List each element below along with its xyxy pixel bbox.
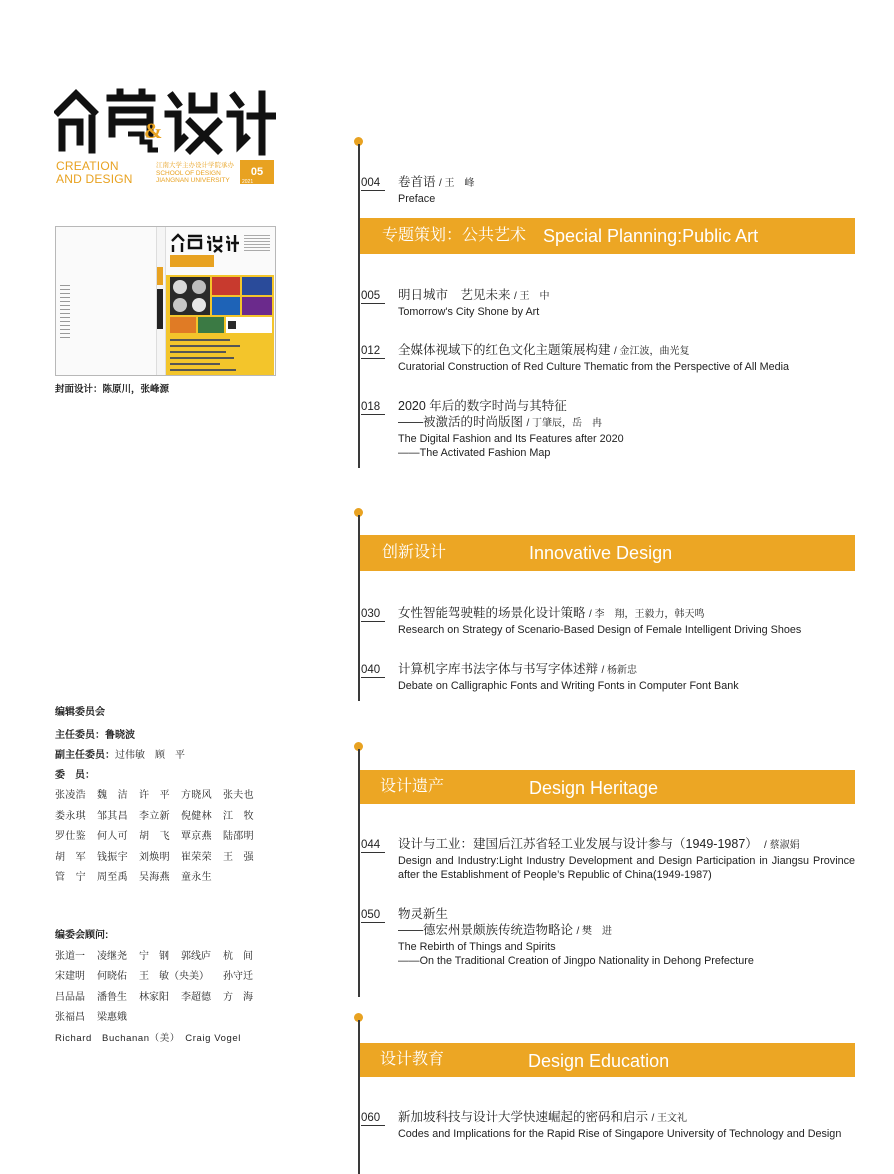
- issue-year: 2021: [242, 179, 254, 185]
- logo-school-text: [156, 162, 240, 185]
- logo-school-en-1: SCHOOL OF DESIGN: [156, 169, 221, 177]
- section-title-cn: 设计遗产: [380, 778, 445, 795]
- toc-author: / 王文礼: [651, 1113, 688, 1124]
- member-name: 钱振宇: [97, 851, 128, 863]
- section-band-design-education: [360, 1043, 855, 1077]
- logo-school-cn: 江南大学主办设计学院承办: [156, 162, 234, 169]
- member-name: 陆邵明: [223, 831, 254, 842]
- section-title-en: Design Education: [528, 1051, 670, 1071]
- member-name: 王 强: [223, 851, 254, 863]
- toc-page-number: 018: [361, 400, 385, 415]
- svg-text:&: &: [144, 118, 163, 143]
- toc-title-cn: 设计与工业：建国后江苏省轻工业发展与设计参与（1949-1987）: [398, 837, 752, 851]
- toc-title-cn: 新加坡科技与设计大学快速崛起的密码和启示: [398, 1110, 649, 1124]
- advisor-name: 凌继尧: [97, 950, 127, 962]
- logo-english-text: [56, 160, 156, 186]
- director-label: 主任委员：: [55, 730, 105, 741]
- committee-heading: 编辑委员会: [55, 707, 105, 718]
- toc-title-en: Tomorrow's City Shone by Art: [398, 306, 540, 318]
- cover-thumbnail: [55, 226, 276, 376]
- toc-title-cn: 明日城市 艺见未来: [398, 288, 511, 302]
- toc-page-number: 012: [361, 344, 385, 359]
- advisor-name: 杭 间: [223, 950, 253, 962]
- toc-title-cn: 计算机字库书法字体与书写字体述辩: [398, 662, 599, 676]
- toc-title-cn: 卷首语: [398, 175, 436, 189]
- toc-title-en-sub: ——The Activated Fashion Map: [398, 447, 551, 459]
- section-title-en: Innovative Design: [529, 543, 673, 563]
- cover-mini-logo-icon: [170, 233, 240, 253]
- director-name: 鲁晓波: [105, 730, 135, 741]
- cover-mini-lines: [244, 235, 270, 253]
- toc-author: / 丁肇辰，岳 冉: [526, 418, 603, 429]
- member-name: 娄永琪: [55, 810, 86, 822]
- toc-author: / 蔡淑娟: [764, 840, 800, 851]
- cover-mini-accent: [170, 255, 214, 267]
- advisor-name: 宁 钢: [139, 950, 169, 962]
- toc-title-en: Curatorial Construction of Red Culture Thematic from the Perspective of All Media: [398, 361, 790, 373]
- member-list: [55, 786, 295, 889]
- member-name: 何人可: [97, 831, 128, 842]
- committee-director: [55, 726, 295, 746]
- vice-director-names: 过伟敏 顾 平: [115, 750, 185, 761]
- logo-english-line-1: CREATION: [56, 159, 119, 173]
- section-title-en: Special Planning:Public Art: [543, 226, 759, 246]
- member-name: 覃京燕: [181, 831, 212, 842]
- logo-english-line-2: AND DESIGN: [56, 172, 133, 186]
- section-title-cn: 专题策划：公共艺术: [382, 227, 527, 244]
- toc-title-en: Codes and Implications for the Rapid Rise of Singapore University of Technology and Design: [398, 1128, 842, 1140]
- logo-school-en-2: JIANGNAN UNIVERSITY: [156, 177, 230, 185]
- member-name: 许 平: [139, 790, 170, 801]
- member-name: 李立新: [139, 810, 170, 822]
- advisor-name: 孙守迁: [223, 971, 253, 982]
- advisors-heading: 编委会顾问:: [55, 929, 109, 941]
- section-title-cn: 创新设计: [382, 544, 447, 561]
- editorial-committee: [55, 706, 295, 1049]
- advisor-name: 王 敏（央美）: [139, 971, 209, 982]
- cover-artwork-icon: [166, 275, 274, 375]
- member-name: 童永生: [181, 872, 212, 883]
- toc-title-en: Research on Strategy of Scenario-Based Design of Female Intelligent Driving Shoes: [398, 624, 802, 636]
- toc-title-cn-sub: ——德宏州景颇族传统造物略论: [398, 923, 574, 937]
- advisor-name: 张福昌: [55, 1012, 85, 1023]
- toc-author: / 樊 进: [576, 926, 613, 937]
- foreign-advisors: Richard Buchanan（美） Craig Vogel: [55, 1032, 241, 1044]
- toc-title-en-sub: ——On the Traditional Creation of Jingpo Nationality in Dehong Prefecture: [398, 955, 754, 967]
- member-name: 张凌浩: [55, 790, 86, 801]
- members-label: 委 员：: [55, 770, 95, 781]
- toc-title-cn: 女性智能驾驶鞋的场景化设计策略: [398, 606, 586, 620]
- issue-badge: [240, 160, 274, 184]
- cover-spine-dark: [157, 289, 163, 329]
- member-name: 崔荣荣: [181, 851, 212, 863]
- member-name: 方晓风: [181, 790, 212, 801]
- section-band-public-art: [360, 218, 855, 254]
- member-name: 刘焕明: [139, 851, 170, 863]
- advisor-name: 何晓佑: [97, 971, 127, 982]
- cover-spine-accent: [157, 267, 163, 285]
- committee-vice-director: [55, 746, 295, 766]
- member-name: 胡 飞: [139, 831, 170, 842]
- section-title-en: Design Heritage: [529, 778, 659, 798]
- toc-author: / 王 中: [514, 291, 550, 302]
- advisor-name: 方 海: [223, 991, 253, 1003]
- issue-number: 05: [250, 166, 264, 178]
- toc-author: / 王 峰: [439, 178, 475, 189]
- toc-title-en: The Digital Fashion and Its Features after 2020: [398, 433, 624, 445]
- toc-title-en: Debate on Calligraphic Fonts and Writing Fonts in Computer Font Bank: [398, 680, 739, 692]
- toc-page-number: 004: [361, 176, 385, 191]
- toc-page-number: 060: [361, 1111, 385, 1126]
- member-name: 吴海燕: [139, 872, 170, 883]
- toc-title-cn-sub: ——被激活的时尚版图: [398, 415, 524, 429]
- toc-page-number: 044: [361, 838, 385, 853]
- toc-page-number: 040: [361, 663, 385, 678]
- section-band-innovative-design: [360, 535, 855, 571]
- timeline-line: [358, 144, 360, 468]
- vice-director-label: 副主任委员：: [55, 750, 115, 761]
- member-name: 江 牧: [223, 810, 254, 822]
- toc-page-number: 005: [361, 289, 385, 304]
- member-name: 张夫也: [223, 790, 254, 801]
- advisor-name: 梁惠娥: [97, 1012, 127, 1023]
- toc-title-en: The Rebirth of Things and Spirits: [398, 941, 556, 953]
- toc-author: / 金江波，曲光复: [614, 346, 690, 357]
- toc-author: / 杨新忠: [601, 665, 638, 676]
- toc-title-cn: 2020 年后的数字时尚与其特征: [398, 399, 567, 413]
- section-band-design-heritage: [360, 770, 855, 804]
- member-name: 胡 军: [55, 851, 86, 863]
- cover-credit: 封面设计：陈原川，张峰源: [55, 384, 170, 395]
- magazine-logo-icon: [54, 88, 276, 158]
- advisor-list: [55, 947, 295, 1029]
- member-name: 罗仕鉴: [55, 831, 86, 842]
- advisor-name: 吕品晶: [55, 991, 85, 1003]
- member-name: 邹其昌: [97, 810, 128, 822]
- member-name: 周至禹: [97, 872, 128, 883]
- toc-title-cn: 全媒体视域下的红色文化主题策展构建: [398, 343, 611, 357]
- toc-page-number: 030: [361, 607, 385, 622]
- toc-title-cn: 物灵新生: [398, 907, 449, 921]
- cover-back-text: [60, 285, 70, 341]
- advisor-name: 张道一: [55, 950, 85, 962]
- toc-page-number: 050: [361, 908, 385, 923]
- section-title-cn: 设计教育: [380, 1051, 445, 1068]
- advisor-name: 郭线庐: [181, 950, 211, 962]
- member-name: 管 宁: [55, 872, 86, 883]
- advisor-name: 宋建明: [55, 971, 85, 982]
- advisor-name: 林家阳: [139, 991, 169, 1003]
- member-name: 倪健林: [181, 810, 212, 822]
- toc-author: / 李 翔，王毅力，韩天鸣: [589, 609, 705, 620]
- toc-title-en: Design and Industry:Light Industry Development and Design Participation in Jiangsu Province after the Establishment of People’s Republic of China(1949-1987): [398, 855, 855, 881]
- member-name: 魏 洁: [97, 790, 128, 801]
- toc-title-en: Preface: [398, 193, 436, 205]
- advisor-name: 潘鲁生: [97, 991, 127, 1003]
- advisor-name: 李超德: [181, 991, 211, 1003]
